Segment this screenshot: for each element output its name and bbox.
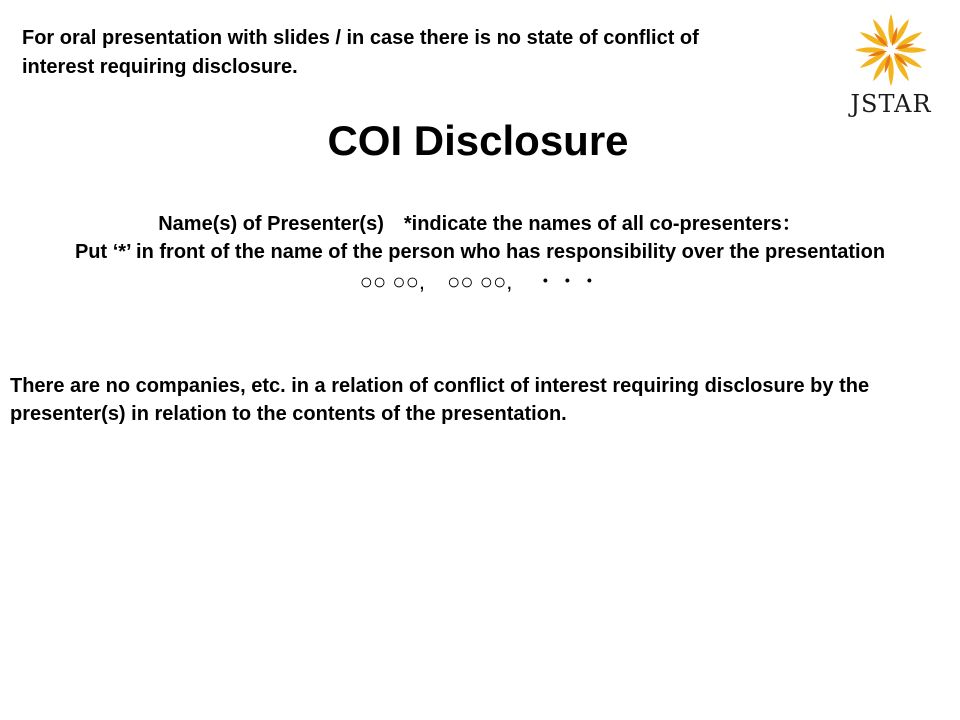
presenters-instruction: Put ‘*’ in front of the name of the person who has responsibility over the presentation [74, 241, 886, 263]
presenters-section [0, 210, 960, 298]
page-title: COI Disclosure [327, 117, 629, 164]
presenter-names-placeholder: ○○ ○○, ○○ ○○, ・・・ [359, 269, 601, 294]
jstar-logo [846, 10, 936, 128]
coi-statement: There are no companies, etc. in a relation of conflict of interest requiring disclosure by the presenter(s) in relation to the contents of the presentation. [10, 375, 870, 425]
presentation-type-note: For oral presentation with slides / in case there is no state of conflict of interest requiring disclosure. [22, 27, 699, 78]
sunflower-icon [846, 10, 936, 92]
logo-text: JSTAR [850, 90, 932, 118]
presenters-heading: Name(s) of Presenter(s) *indicate the names of all co-presenters： [158, 213, 802, 235]
